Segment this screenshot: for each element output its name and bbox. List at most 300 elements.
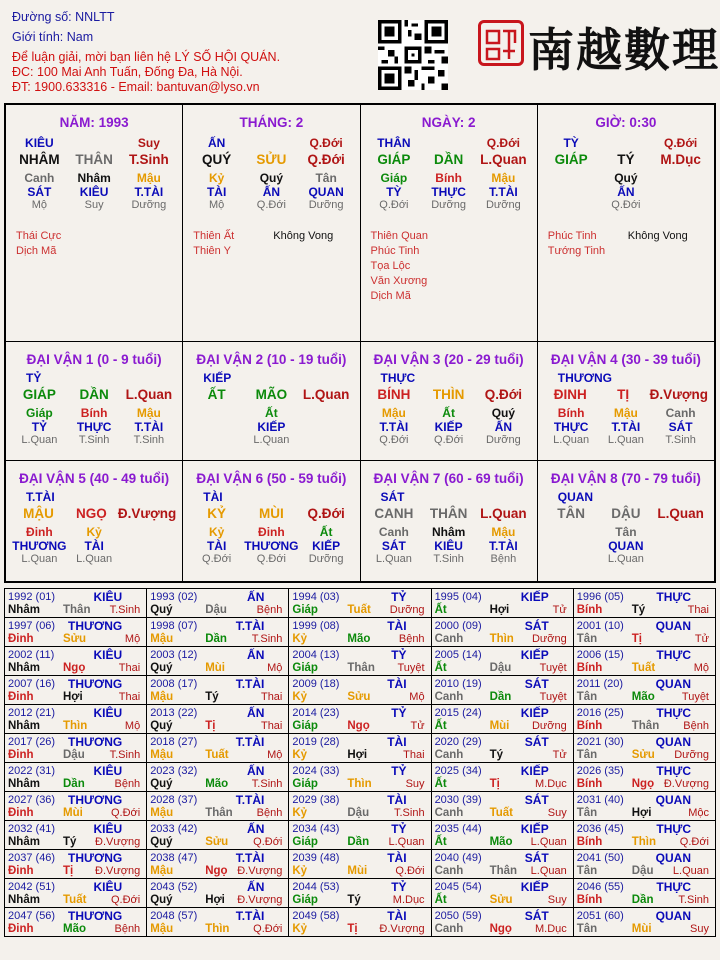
stem-row: [183, 490, 359, 504]
pillar-title: GIỜ: 0:30: [595, 115, 657, 130]
pillar-grid: [4, 103, 716, 583]
stem-value: GIÁP: [377, 152, 411, 167]
year-row: [5, 647, 716, 676]
year-cell[interactable]: [5, 647, 147, 676]
year-cell[interactable]: [431, 763, 573, 792]
dai-van-title: ĐẠI VẬN 1 (0 - 9 tuổi): [26, 352, 162, 367]
life-stage: Tử: [410, 720, 425, 732]
year-cell[interactable]: [431, 908, 573, 937]
stem-value: SÁT: [668, 420, 693, 434]
stem-value: L.Quan: [607, 434, 644, 446]
year-cell[interactable]: [573, 647, 715, 676]
year-star: SÁT: [524, 851, 549, 865]
year-cell[interactable]: [147, 676, 289, 705]
stem-value: Bính: [557, 406, 585, 420]
stem-value: SÁT: [380, 490, 405, 504]
stem-row: [6, 490, 182, 504]
stem-value: [544, 171, 599, 185]
year-cell[interactable]: [573, 589, 715, 618]
year-star: KIẾP: [520, 764, 549, 778]
year-star: ẤN: [247, 880, 265, 894]
heavenly-stem: Nhâm: [8, 604, 40, 616]
heavenly-stem: Canh: [434, 923, 464, 935]
year-cell[interactable]: [573, 850, 715, 879]
stem-value: Bính: [435, 171, 462, 185]
life-stage: Bệnh: [114, 923, 141, 935]
life-stage: Mộc: [688, 807, 709, 819]
year-row: [5, 792, 716, 821]
year-row: [5, 763, 716, 792]
year-cell[interactable]: [147, 734, 289, 763]
stem-value: Quý: [614, 171, 638, 185]
year-cell[interactable]: [5, 618, 147, 647]
stem-value: [189, 434, 244, 446]
dai-van-title: ĐẠI VẬN 8 (70 - 79 tuổi): [550, 471, 701, 486]
stem-value: T.TÀI: [489, 539, 518, 553]
stem-value: Q.Đới: [379, 199, 409, 211]
year-cell[interactable]: [431, 879, 573, 908]
year-cell[interactable]: [289, 734, 431, 763]
stem-value: Suy: [84, 199, 104, 211]
stem-value: Ất: [319, 525, 333, 539]
year-cell[interactable]: [289, 618, 431, 647]
stem-value: [299, 434, 354, 446]
stem-row: [538, 525, 714, 539]
year-cell[interactable]: [147, 850, 289, 879]
life-stage: Bệnh: [398, 633, 425, 645]
year-cell[interactable]: [5, 850, 147, 879]
year-star: T.TÀI: [235, 793, 265, 807]
earthly-branch: Tuất: [63, 894, 87, 906]
star-name: Phúc Tinh: [547, 230, 597, 242]
year-label: 2051 (60): [576, 910, 624, 922]
stem-value: Tân: [315, 171, 337, 185]
life-stage: Mộ: [124, 720, 141, 732]
stem-row: [183, 199, 359, 211]
stem-value: KIẾP: [312, 539, 341, 553]
year-label: 2017 (26): [8, 736, 56, 748]
heavenly-stem: Canh: [434, 865, 464, 877]
life-stage: Q.Đới: [110, 807, 141, 819]
year-cell[interactable]: [431, 850, 573, 879]
star-line: [193, 244, 353, 259]
year-cell[interactable]: [147, 763, 289, 792]
stem-value: QUAN: [608, 539, 644, 553]
stem-row: [6, 199, 182, 211]
stem-value: TỲ: [563, 136, 579, 150]
year-cell[interactable]: [431, 792, 573, 821]
stem-value: ẤN: [617, 185, 635, 199]
life-stage: T.Sinh: [109, 749, 141, 761]
life-stage: L.Quan: [530, 836, 567, 848]
earthly-branch: Hợi: [347, 749, 368, 761]
pillar-column[interactable]: [538, 105, 714, 341]
stem-value: Mộ: [31, 199, 48, 211]
heavenly-stem: Tân: [576, 691, 598, 703]
stem-value: THƯƠNG: [244, 539, 299, 553]
year-cell[interactable]: [573, 676, 715, 705]
dai-van-cell[interactable]: [538, 342, 714, 460]
stem-value: [653, 171, 708, 185]
stem-row: [538, 434, 714, 446]
earthly-branch: Dần: [205, 633, 227, 645]
stem-value: KIẾP: [434, 420, 463, 434]
year-row: [5, 705, 716, 734]
earthly-branch: Thìn: [347, 778, 372, 790]
stem-value: Bệnh: [490, 553, 517, 565]
year-label: 2024 (33): [292, 765, 340, 777]
dai-van-title: ĐẠI VẬN 4 (30 - 39 tuổi): [550, 352, 701, 367]
stem-row: [183, 387, 359, 402]
year-cell[interactable]: [5, 879, 147, 908]
stem-row: [6, 406, 182, 420]
year-label: 2042 (51): [8, 881, 56, 893]
stem-row: [361, 136, 537, 150]
stem-value: ẤN: [262, 185, 281, 199]
stem-value: KIẾP: [203, 371, 232, 385]
earthly-branch: Dậu: [489, 662, 512, 674]
star-name: Không Vong: [273, 230, 334, 242]
earthly-branch: Mùi: [63, 807, 83, 819]
life-stage: Mộ: [693, 662, 709, 674]
year-cell[interactable]: [289, 850, 431, 879]
heavenly-stem: Nhâm: [8, 894, 40, 906]
stem-value: Dưỡng: [431, 199, 466, 211]
stem-row: [6, 152, 182, 167]
star-line: [371, 259, 531, 274]
life-stage: Bệnh: [256, 807, 283, 819]
heavenly-stem: Đinh: [8, 691, 34, 703]
stem-row: [538, 539, 714, 553]
heavenly-stem: Giáp: [292, 720, 318, 732]
year-label: 1998 (07): [150, 620, 198, 632]
year-cell[interactable]: [5, 589, 147, 618]
star-line: [193, 229, 353, 244]
year-cell[interactable]: [5, 734, 147, 763]
year-label: 2027 (36): [8, 794, 56, 806]
stem-value: [299, 420, 354, 434]
pillar-column[interactable]: [361, 105, 538, 341]
life-stage: T.Sinh: [678, 894, 709, 906]
year-star: THỰC: [656, 706, 691, 720]
stem-value: L.Quan: [21, 553, 58, 565]
stem-value: Mậu: [491, 525, 516, 539]
year-cell[interactable]: [5, 676, 147, 705]
year-label: 2023 (32): [150, 765, 198, 777]
heavenly-stem: Bính: [576, 604, 603, 616]
year-cell[interactable]: [147, 879, 289, 908]
heavenly-stem: Ất: [434, 778, 447, 790]
earthly-branch: Hợi: [205, 894, 225, 906]
stem-value: Mậu: [136, 171, 161, 185]
year-label: 2021 (30): [576, 736, 624, 748]
pillar-column[interactable]: [183, 105, 360, 341]
stem-value: Đinh: [26, 525, 53, 539]
stem-value: L.Quan: [125, 387, 173, 402]
year-label: 2016 (25): [576, 707, 624, 719]
heavenly-stem: Bính: [576, 720, 603, 732]
dai-van-cell[interactable]: [6, 461, 183, 581]
stem-row: [538, 171, 714, 185]
stem-value: DẦN: [79, 387, 109, 402]
heavenly-stem: Bính: [576, 778, 603, 790]
year-cell[interactable]: [147, 589, 289, 618]
stem-value: L.Quan: [253, 434, 290, 446]
dai-van-title: ĐẠI VẬN 6 (50 - 59 tuổi): [196, 471, 347, 486]
year-cell[interactable]: [289, 676, 431, 705]
stem-value: L.Quan: [607, 553, 644, 565]
year-star: TÀI: [387, 735, 407, 749]
stem-value: [544, 185, 599, 199]
year-cell[interactable]: [5, 705, 147, 734]
stem-value: MÃO: [255, 387, 288, 402]
dai-van-cell[interactable]: [538, 461, 714, 581]
star-line: [548, 229, 708, 244]
year-star: KIẾP: [520, 590, 549, 604]
pillar-title: NĂM: 1993: [59, 115, 129, 130]
year-label: 2012 (21): [8, 707, 56, 719]
life-stage: Tuyệt: [539, 662, 567, 674]
heavenly-stem: Đinh: [8, 923, 34, 935]
stem-row: [6, 506, 182, 521]
year-cell[interactable]: [573, 763, 715, 792]
stem-value: Bính: [80, 406, 108, 420]
year-cell[interactable]: [431, 821, 573, 850]
dai-van-title: ĐẠI VẬN 5 (40 - 49 tuổi): [19, 471, 170, 486]
stem-row: [183, 371, 359, 385]
stem-row: [183, 136, 359, 150]
life-stage: Suy: [547, 894, 567, 906]
year-label: 1992 (01): [8, 591, 56, 603]
dai-van-cell[interactable]: [361, 342, 538, 460]
stem-value: [544, 539, 599, 553]
year-star: QUAN: [655, 735, 691, 749]
stem-value: L.Quan: [76, 553, 113, 565]
year-label: 1993 (02): [150, 591, 198, 603]
life-stage: Bệnh: [114, 778, 141, 790]
stem-row: [183, 553, 359, 565]
year-cell[interactable]: [147, 821, 289, 850]
header-line: Đường số: NNLTT: [12, 10, 115, 24]
stem-row: [538, 420, 714, 434]
year-star: T.TÀI: [235, 619, 265, 633]
year-table: [4, 588, 716, 937]
stem-row: [6, 420, 182, 434]
stem-value: Nhâm: [431, 525, 466, 539]
dai-van-cell[interactable]: [183, 461, 360, 581]
heavenly-stem: Kỷ: [292, 807, 308, 819]
heavenly-stem: Bính: [576, 836, 603, 848]
star-line: [16, 244, 176, 259]
heavenly-stem: Bính: [576, 662, 603, 674]
stem-value: [421, 136, 476, 150]
stem-value: Đ.Vượng: [649, 387, 708, 402]
pillar-title: THÁNG: 2: [239, 115, 304, 130]
heavenly-stem: Ất: [434, 894, 447, 906]
heavenly-stem: Mậu: [150, 923, 174, 935]
dai-van-cell[interactable]: [6, 342, 183, 460]
stem-value: Mậu: [613, 406, 638, 420]
year-star: TỶ: [391, 590, 407, 604]
life-stage: Suy: [547, 807, 567, 819]
dai-van-cell[interactable]: [361, 461, 538, 581]
star-name: Dịch Mã: [16, 245, 57, 257]
year-star: T.TÀI: [235, 735, 265, 749]
special-stars: [548, 229, 708, 259]
year-cell[interactable]: [573, 821, 715, 850]
stem-value: T.TÀI: [26, 490, 55, 504]
stem-value: [244, 136, 299, 150]
stem-row: [538, 152, 714, 167]
year-cell[interactable]: [431, 734, 573, 763]
year-cell[interactable]: [289, 589, 431, 618]
year-cell[interactable]: [5, 908, 147, 937]
earthly-branch: Thân: [205, 807, 233, 819]
heavenly-stem: Canh: [434, 691, 464, 703]
year-cell[interactable]: [431, 647, 573, 676]
year-cell[interactable]: [431, 676, 573, 705]
year-label: 2025 (34): [434, 765, 482, 777]
heavenly-stem: Kỷ: [292, 865, 308, 877]
year-row: [5, 850, 716, 879]
qr-code-icon[interactable]: [378, 20, 448, 90]
year-star: THỰC: [656, 648, 691, 662]
stem-value: KIẾP: [257, 420, 286, 434]
year-cell[interactable]: [431, 589, 573, 618]
year-cell[interactable]: [147, 647, 289, 676]
year-star: THỰC: [656, 880, 691, 894]
stem-value: Q.Đới: [202, 553, 232, 565]
year-cell[interactable]: [573, 705, 715, 734]
year-label: 2035 (44): [434, 823, 482, 835]
star-name: Văn Xương: [370, 275, 428, 287]
stem-value: [544, 199, 599, 211]
heavenly-stem: Kỷ: [292, 691, 308, 703]
stem-value: L.Quan: [480, 506, 527, 521]
stem-row: [538, 553, 714, 565]
year-cell[interactable]: [289, 879, 431, 908]
life-stage: Thai: [687, 604, 709, 616]
life-stage: Tử: [552, 604, 567, 616]
stem-value: ẤN: [207, 136, 226, 150]
header-line: Để luận giải, mời bạn liên hệ LÝ SỐ HỘI QUÁN.: [12, 50, 281, 64]
stem-row: [361, 420, 537, 434]
year-cell[interactable]: [289, 647, 431, 676]
year-label: 2033 (42): [150, 823, 198, 835]
stem-value: THÂN: [75, 152, 113, 167]
year-cell[interactable]: [289, 705, 431, 734]
star-line: [371, 289, 531, 304]
earthly-branch: Tý: [347, 894, 361, 906]
year-cell[interactable]: [289, 908, 431, 937]
star-name: Tướng Tinh: [547, 245, 606, 257]
stem-value: Q.Đới: [307, 506, 345, 521]
year-cell[interactable]: [431, 618, 573, 647]
year-cell[interactable]: [5, 763, 147, 792]
year-cell[interactable]: [147, 908, 289, 937]
stem-value: Dưỡng: [131, 199, 167, 211]
stem-value: QUAN: [308, 185, 344, 199]
life-stage: Thai: [260, 691, 283, 703]
earthly-branch: Dậu: [347, 807, 370, 819]
stem-value: Q.Đới: [307, 152, 345, 167]
year-cell[interactable]: [289, 763, 431, 792]
stem-value: T.Sinh: [129, 152, 169, 167]
heavenly-stem: Tân: [576, 923, 598, 935]
life-stage: L.Quan: [672, 865, 709, 877]
life-stage: Mộ: [267, 662, 283, 674]
year-star: T.TÀI: [235, 677, 265, 691]
stem-value: [122, 539, 177, 553]
year-label: 2049 (58): [292, 910, 340, 922]
year-cell[interactable]: [147, 705, 289, 734]
year-label: 1997 (06): [8, 620, 56, 632]
stem-value: Dưỡng: [485, 199, 521, 211]
heavenly-stem: Ất: [434, 836, 447, 848]
year-label: 2003 (12): [150, 649, 198, 661]
year-cell[interactable]: [5, 792, 147, 821]
dai-van-cell[interactable]: [183, 342, 360, 460]
earthly-branch: Thìn: [631, 836, 657, 848]
year-cell[interactable]: [573, 792, 715, 821]
brand-logo: 南越數理: [528, 23, 720, 77]
year-row: [5, 734, 716, 763]
year-cell[interactable]: [289, 792, 431, 821]
life-stage: Q.Đới: [253, 923, 283, 935]
year-cell[interactable]: [573, 618, 715, 647]
year-star: QUAN: [655, 619, 691, 633]
year-star: THỰC: [656, 764, 691, 778]
stem-value: TỲ: [386, 185, 402, 199]
heavenly-stem: Giáp: [292, 604, 318, 616]
year-star: THƯƠNG: [68, 793, 123, 807]
year-cell[interactable]: [147, 618, 289, 647]
year-cell[interactable]: [573, 908, 715, 937]
earthly-branch: Tuất: [489, 807, 513, 819]
stem-value: DẦN: [434, 152, 464, 167]
stem-value: Q.Đới: [256, 553, 286, 565]
year-cell[interactable]: [573, 734, 715, 763]
year-label: 2045 (54): [434, 881, 482, 893]
life-stage: Thai: [260, 720, 283, 732]
earthly-branch: Thìn: [205, 923, 230, 935]
year-cell[interactable]: [289, 821, 431, 850]
stem-row: [361, 406, 537, 420]
earthly-branch: Tuất: [631, 662, 656, 674]
year-cell[interactable]: [147, 792, 289, 821]
stem-row: [538, 136, 714, 150]
earthly-branch: Mùi: [347, 865, 368, 877]
year-label: 1995 (04): [434, 591, 482, 603]
stem-value: Giáp: [380, 171, 408, 185]
star-name: Thiên Quan: [370, 230, 428, 242]
pillar-column[interactable]: [6, 105, 183, 341]
year-label: 2030 (39): [434, 794, 482, 806]
year-label: 2019 (28): [292, 736, 340, 748]
year-cell[interactable]: [5, 821, 147, 850]
stem-row: [538, 371, 714, 385]
star-name: Thiên Y: [193, 245, 231, 257]
year-cell[interactable]: [573, 879, 715, 908]
year-label: 2011 (20): [576, 678, 624, 690]
year-star: KIÊU: [93, 880, 123, 894]
heavenly-stem: Mậu: [150, 633, 174, 645]
life-stage: T.Sinh: [251, 778, 283, 790]
year-cell[interactable]: [431, 705, 573, 734]
year-label: 2022 (31): [8, 765, 56, 777]
year-label: 2036 (45): [576, 823, 624, 835]
earthly-branch: Dậu: [631, 865, 654, 877]
